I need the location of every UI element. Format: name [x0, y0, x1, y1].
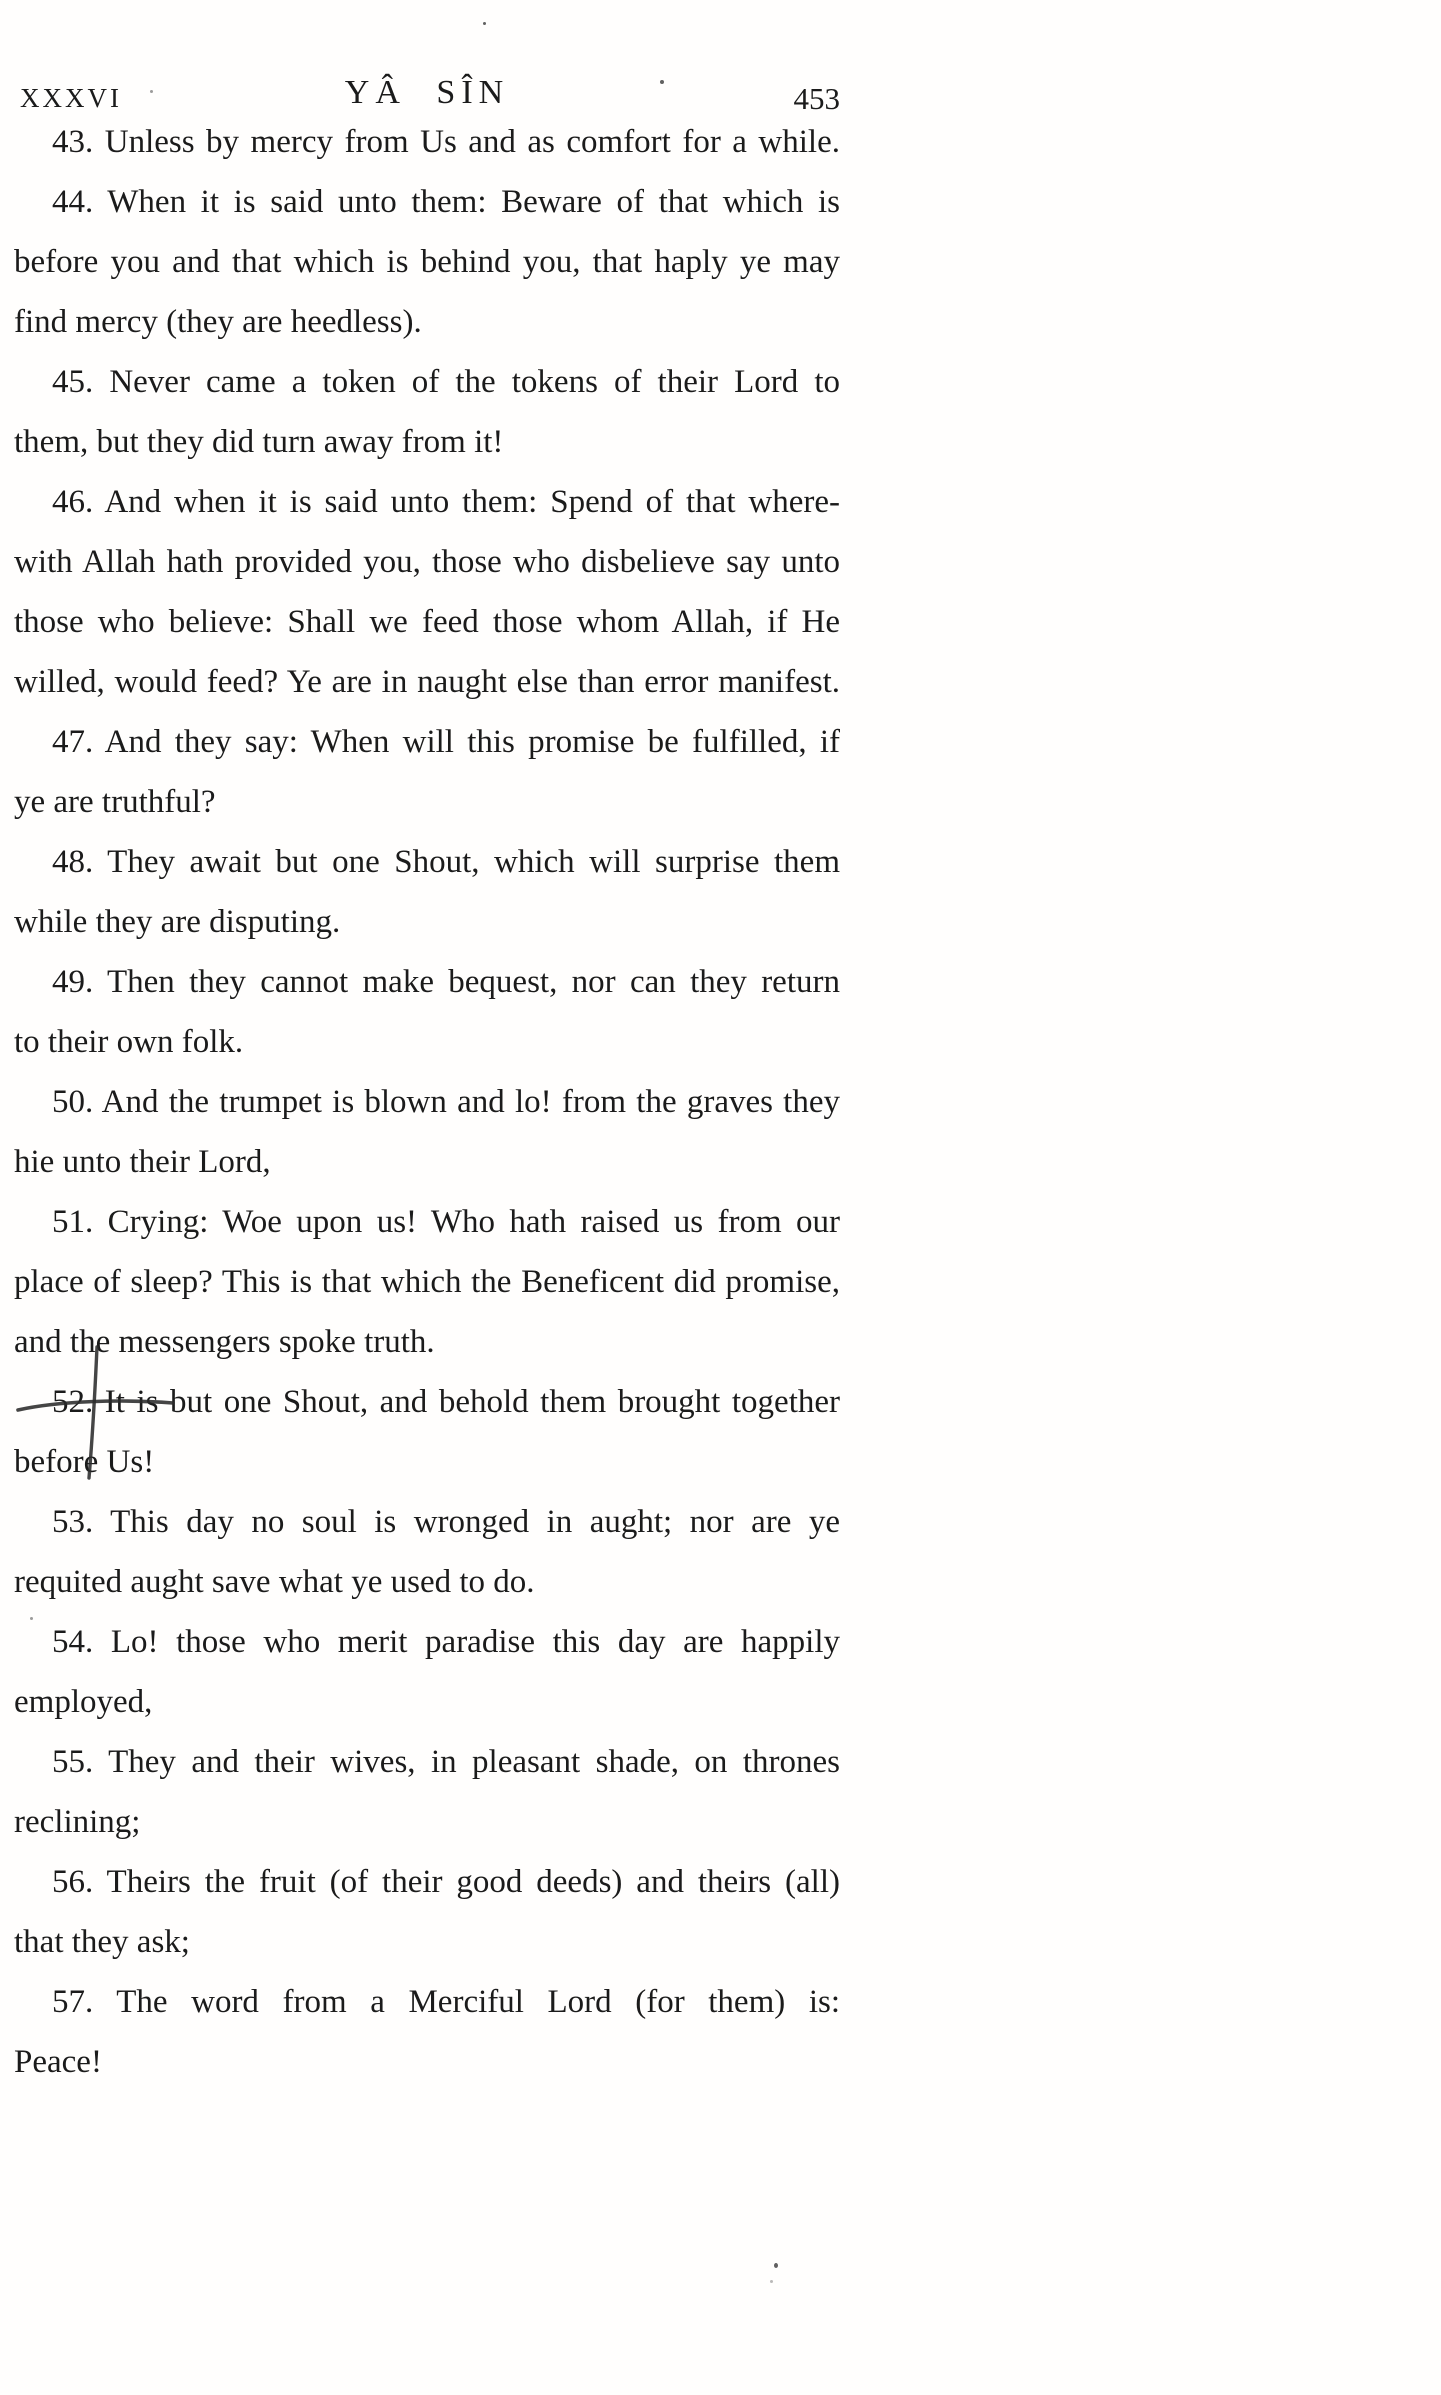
- verse-56-line-1: 56. Theirs the fruit (of their good deeds) and theirs (all): [52, 1864, 840, 1900]
- verse-49-line-2: to their own folk.: [14, 1024, 244, 1060]
- verse-44-line-2: before you and that which is behind you, that haply ye may: [14, 244, 840, 280]
- surah-title: YÂ SÎN: [344, 74, 510, 111]
- verse-54-line-2: employed,: [14, 1684, 153, 1720]
- verse-47-line-2: ye are truthful?: [14, 784, 216, 820]
- verse-46-line-3: those who believe: Shall we feed those whom Allah, if He: [14, 604, 840, 640]
- verse-46-line-1: 46. And when it is said unto them: Spend of that where-: [52, 484, 840, 520]
- ink-speck: [774, 2263, 778, 2268]
- verse-45-line-1: 45. Never came a token of the tokens of their Lord to: [52, 364, 840, 400]
- verse-50-line-2: hie unto their Lord,: [14, 1144, 271, 1180]
- verse-48-line-2: while they are disputing.: [14, 904, 341, 940]
- verse-44-line-3: find mercy (they are heedless).: [14, 304, 422, 340]
- ink-speck: [30, 1617, 33, 1620]
- verse-45-line-2: them, but they did turn away from it!: [14, 424, 504, 460]
- verse-51-line-2: place of sleep? This is that which the Beneficent did promise,: [14, 1264, 840, 1300]
- verse-51-line-1: 51. Crying: Woe upon us! Who hath raised us from our: [52, 1204, 840, 1240]
- verse-53-line-1: 53. This day no soul is wronged in aught; nor are ye: [52, 1504, 840, 1540]
- verse-54-line-1: 54. Lo! those who merit paradise this day are happily: [52, 1624, 840, 1660]
- ink-speck: [150, 90, 153, 93]
- chapter-numeral: XXXVI: [20, 83, 122, 113]
- verse-47-line-1: 47. And they say: When will this promise be fulfilled, if: [52, 724, 840, 760]
- verse-48-line-1: 48. They await but one Shout, which will surprise them: [52, 844, 840, 880]
- verse-55-line-2: reclining;: [14, 1804, 141, 1840]
- verse-57-line-2: Peace!: [14, 2044, 102, 2080]
- ink-speck: [770, 2280, 773, 2283]
- ink-speck: [660, 80, 664, 84]
- verse-52-line-2: before Us!: [14, 1444, 155, 1480]
- verse-44-line-1: 44. When it is said unto them: Beware of that which is: [52, 184, 840, 220]
- verse-text-block: [14, 112, 840, 2092]
- verse-46-line-4: willed, would feed? Ye are in naught else than error manifest.: [14, 664, 840, 700]
- verse-49-line-1: 49. Then they cannot make bequest, nor can they return: [52, 964, 840, 1000]
- verse-55-line-1: 55. They and their wives, in pleasant shade, on thrones: [52, 1744, 840, 1780]
- verse-43-line-1: 43. Unless by mercy from Us and as comfort for a while.: [52, 124, 840, 160]
- page-number: 453: [793, 81, 840, 116]
- verse-57-line-1: 57. The word from a Merciful Lord (for them) is:: [52, 1984, 840, 2020]
- verse-52-line-1: 52. It is but one Shout, and behold them brought together: [52, 1384, 840, 1420]
- verse-51-line-3: and the messengers spoke truth.: [14, 1324, 435, 1360]
- verse-50-line-1: 50. And the trumpet is blown and lo! from the graves they: [52, 1084, 840, 1120]
- ink-speck: [483, 22, 486, 25]
- verse-46-line-2: with Allah hath provided you, those who disbelieve say unto: [14, 544, 840, 580]
- verse-56-line-2: that they ask;: [14, 1924, 190, 1960]
- verse-53-line-2: requited aught save what ye used to do.: [14, 1564, 535, 1600]
- running-header: [14, 66, 840, 116]
